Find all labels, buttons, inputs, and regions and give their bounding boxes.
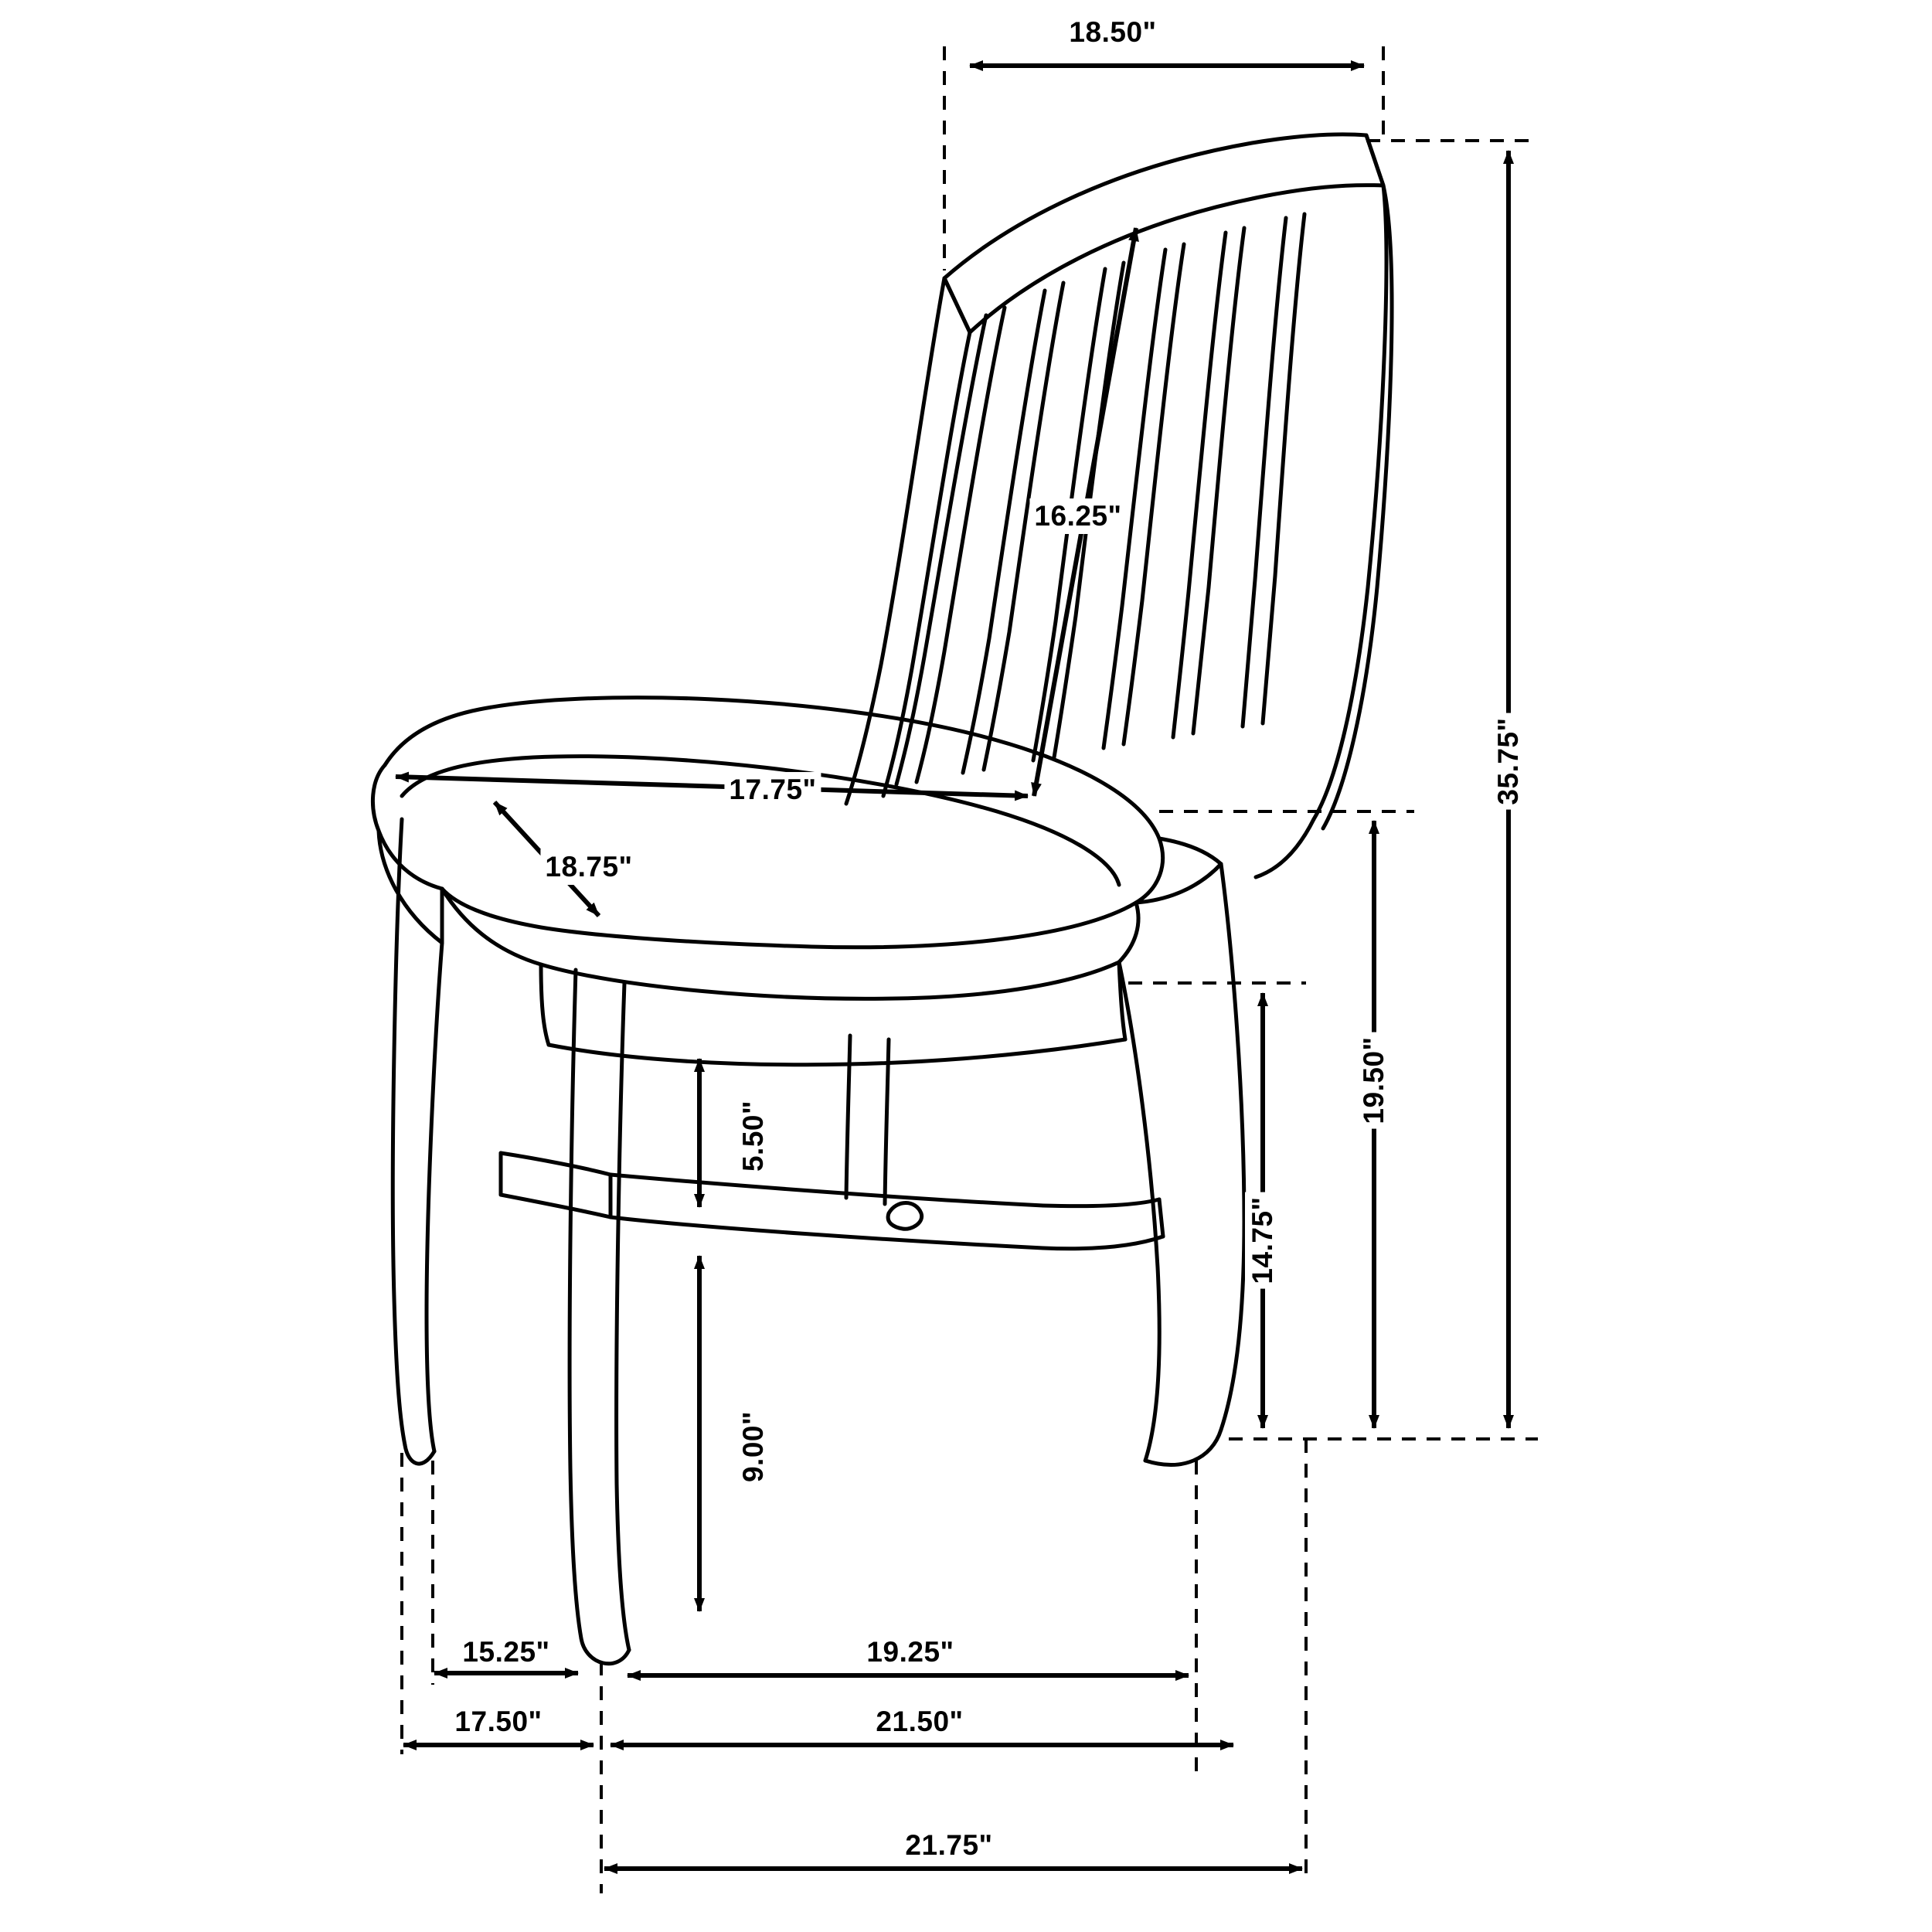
dimension-label-base-depth-front: 17.50" — [450, 1704, 546, 1740]
dimension-label-seat-depth: 17.75" — [724, 772, 821, 808]
dimension-label-overall-height: 35.75" — [1491, 713, 1526, 809]
dimension-label-stretcher-gap: 5.50" — [736, 1096, 771, 1176]
dimension-label-seat-height: 14.75" — [1245, 1192, 1281, 1288]
dimension-label-overall-depth: 21.75" — [900, 1828, 997, 1863]
dimension-label-front-leg-offset: 15.25" — [457, 1634, 554, 1670]
dimension-label-leg-span: 19.25" — [862, 1634, 958, 1670]
dimension-label-seat-width: 18.75" — [540, 849, 637, 885]
chair-outline — [372, 134, 1392, 1664]
dimension-label-seat-back-height: 19.50" — [1356, 1032, 1392, 1128]
dimension-label-base-depth-rear: 21.50" — [871, 1704, 968, 1740]
dimension-label-floor-to-stretcher: 9.00" — [736, 1406, 771, 1487]
dimension-label-back-height: 16.25" — [1029, 498, 1126, 534]
dimension-label-back-width: 18.50" — [1064, 15, 1161, 50]
